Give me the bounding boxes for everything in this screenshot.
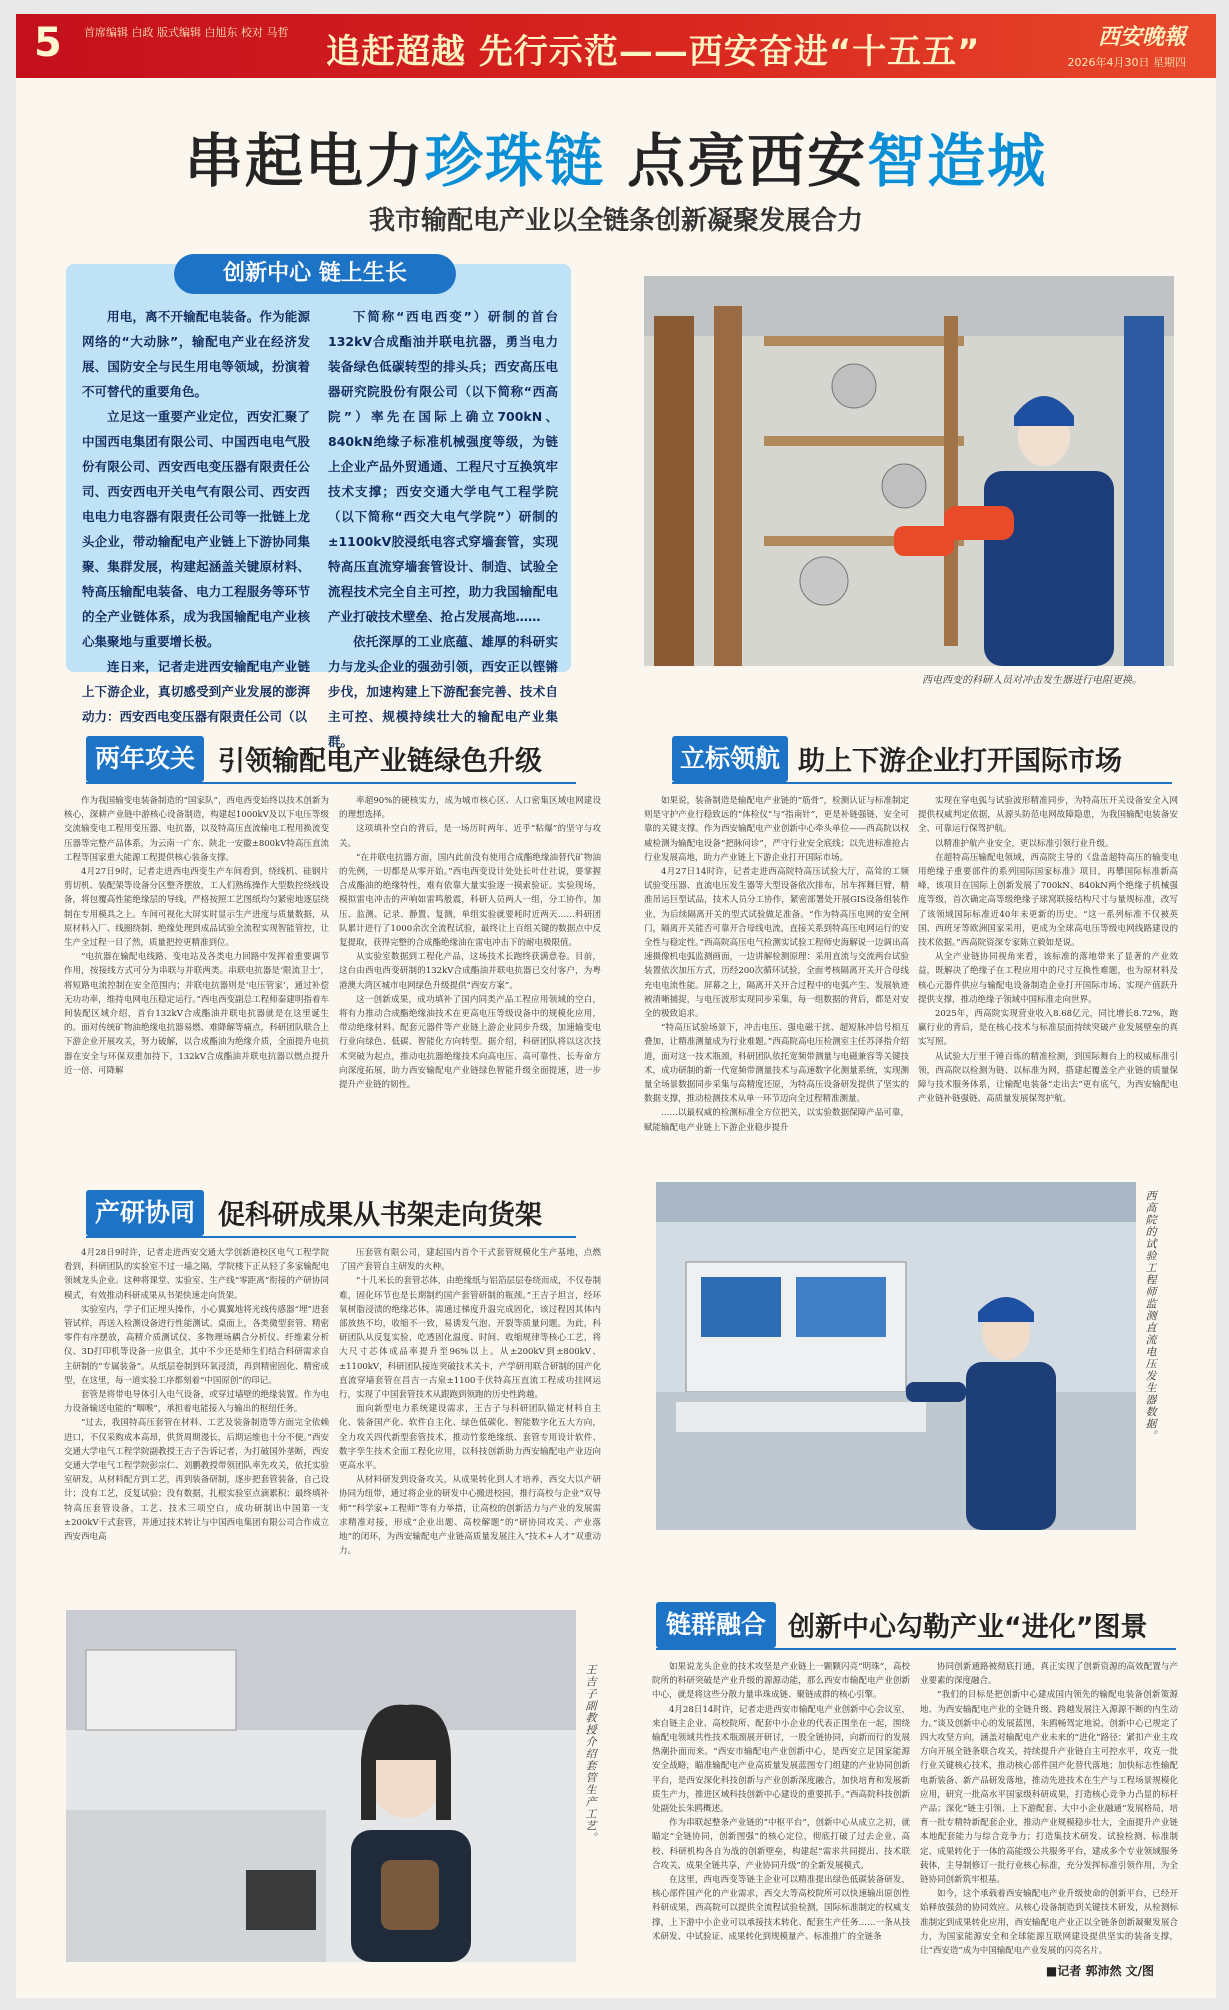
caption-middle-photo: 西高院的试验工程师监测直流电压发生器数据。 xyxy=(1144,1190,1157,1442)
masthead-slogan: 追赶超越 先行示范——西安奋进“十五五” xyxy=(326,32,981,72)
photo-engineer-monitoring-dc-generator xyxy=(656,1182,1136,1530)
section-heading-lianqun xyxy=(656,1602,1176,1648)
section1-column-2 xyxy=(339,794,601,1242)
paragraph: 以精准护航产业安全，更以标准引领行业升级。 xyxy=(935,838,1114,849)
paragraph: “在并联电抗器方面，国内此前没有使用合成酯绝缘油替代矿物油的先例，一切都是从零开始。”西电西变设计处处长叶仕社说，要掌握合成酯油的绝缘特性，难有依靠大量实验逐一摸索验证。实验现场，模拟雷电冲击的声响如雷鸣般震，科研人员两人一组，分工协作，加压、监测、记录、静置、复测，单组实验就要耗时近两天……科研团队累计进行了1000余次全流程试验，最终让上百组关键的数据点中反复提取，获得完整的合成酯绝缘油在雷电冲击下的耐电极限值。 xyxy=(339,852,601,949)
headline-part-2: 珍珠链 xyxy=(424,127,605,195)
caption-top-photo: 西电西变的科研人员对冲击发生器进行电阻更换。 xyxy=(922,675,1142,686)
section2-column-1 xyxy=(644,794,909,1242)
intro-badge: 创新中心 链上生长 xyxy=(174,254,456,294)
section4-column-1 xyxy=(652,1660,910,1956)
section-title: 促科研成果从书架走向货架 xyxy=(218,1200,542,1231)
newspaper-page xyxy=(16,14,1216,1998)
section-tag: 两年攻关 xyxy=(86,736,204,782)
paragraph: “特高压试验场景下，冲击电压、强电磁干扰、超短脉冲信号相互叠加，让精准测量成为行业难题。”西高院高电压检测室主任苏泽指介绍道，面对这一技术瓶颈，科研团队依托宽频带测量与电磁兼容等关键技术，成功研制的新一代宽频带测量技术与高速数字化测量系统，实现测量全场景数据同步采集与高精度还原，为特高压设备研发提供了坚实的数据支撑，推动检测技术从单一环节迈向全过程精准测量。 xyxy=(644,1023,909,1105)
paragraph: 如果说龙头企业的技术攻坚是产业链上一颗颗闪亮“明珠”，高校院所的科研突破是产业升级的源源动能，那么西安市输配电产业创新中心，就是将这些分散力量串珠成链、聚链成群的核心引擎。 xyxy=(652,1662,910,1701)
section-rule xyxy=(86,782,576,784)
section-title: 引领输配电产业链绿色升级 xyxy=(218,746,542,777)
headline-part-4: 智造城 xyxy=(867,127,1048,195)
paragraph: ……以最权威的检测标准全方位把关，以实验数据保障产品可靠，赋能输配电产业链上下游企业稳步提升 xyxy=(644,1108,909,1133)
paragraph: 从实验室数据到工程化产品，这场技术长跑终获满意卷。目前，这台由西电西变研制的132kV合成酯油并联电抗器已交付客户，为粤港澳大湾区城市电网绿色升级提供“西安方案”。 xyxy=(339,952,601,991)
section1-column-1 xyxy=(64,794,329,1242)
paragraph: 实验室内，学子们正埋头操作，小心翼翼地将光线传感器“埋”进套管试样，再送入检测设备进行性能测试。桌面上，各类微型套管、精密零件有序摆放，高精介质测试仪、多物理场耦合分析仪、纤维素分析仪、3D打印机等设备一应俱全，其中不少还是师生们结合科研需求自主研制的“专属装备”。从纸层卷制到环氧浸渍，再到精密固化、精密成型，在这里，每一道实验工序都刻着“中国原创”的印记。 xyxy=(64,1304,329,1386)
paragraph: 4月27日9时，记者走进西电西变生产车间看到，绕线机、硅钢片剪切机、装配架等设备分区整齐摆放，工人们熟练操作大型数控绕线设备，将包覆高性能绝缘层的导线，严格按照工艺图纸均匀紧密地逐层绕制在专用模具之上。车间可视化大屏实时显示生产进度与质量数据，从原材料入厂、线圈绕制、绝缘处理到成品试验全流程实现智能管控，让生产全过程一目了然，质量把控更精准到位。 xyxy=(64,867,329,949)
paragraph: 如今，这个承载着西安输配电产业升级使命的创新平台，已经开始释放强劲的协同效应。从核心设备制造到关键技术研发，从检测标准制定到成果转化应用，西安输配电产业正以全链条创新凝聚发展合力，为国家能源安全和全球能源互联网建设提供坚实的装备支撑，让“西安造”成为中国输配电产业发展的闪亮名片。 xyxy=(920,1889,1178,1956)
paragraph: 压套管有限公司，建起国内首个干式套管规模化生产基地，点燃了国产套管自主研发的火种。 xyxy=(339,1248,601,1273)
paragraph: 4月28日9时许，记者走进西安交通大学创新港校区电气工程学院看到，科研团队的实验室不过一墙之隔，学院楼下正从轻了多家输配电领域龙头企业。这种将课堂、实验室、生产线“零距离”衔接的产研协同模式，有效推动科研成果从书架快速走向货架。 xyxy=(64,1248,329,1301)
paragraph: 从材料研发到设备攻关，从成果转化到人才培养，西交大以产研协同为纽带，通过将企业的研发中心搬进校园，推行高校与企业“双导师”“科学家+工程师”等有力举措，让高校的创新活力与产业的发展需求精准对接，形成“企业出题、高校解题”的“研协同攻关、产业落地”的闭环，为西安输配电产业链高质量发展注入“技术+人才”双重动力。 xyxy=(339,1475,601,1557)
paragraph: 从试验大厅里千锤百炼的精准检测，到国际舞台上的权威标准引领，西高院以检测为链、以标准为网，搭建起覆盖全产业链的质量保障与技术服务体系，让输配电装备“走出去”更有底气，为西安输配电产业链补链强链、高质量发展保驾护航。 xyxy=(918,1051,1178,1105)
section4-column-2 xyxy=(920,1660,1178,1956)
page-headline xyxy=(16,114,1216,198)
paragraph: 实现在穿电弧与试验波形精准同步，为特高压开关设备安全入网提供权威判定依据，从源头防范电网故障隐患，为我国输配电装备安全、可靠运行保驾护航。 xyxy=(918,796,1178,835)
paragraph: 率超90%的硬核实力，成为城市核心区、人口密集区域电网建设的理想选择。 xyxy=(339,796,601,821)
section-tag: 立标领航 xyxy=(672,736,788,782)
headline-part-1: 串起电力 xyxy=(184,127,425,195)
photo-engineer-impulse-generator xyxy=(644,276,1174,666)
headline-part-3: 点亮西安 xyxy=(604,127,868,195)
section-title: 助上下游企业打开国际市场 xyxy=(798,746,1122,777)
section3-column-1 xyxy=(64,1246,329,1586)
paragraph: “电抗器在输配电线路、变电站及各类电力回路中发挥着重要调节作用，按接线方式可分为串联与并联两类。串联电抗器是‘限流卫士’，将短路电流控制在安全范围内；并联电抗器则是‘电压管家’，通过补偿无功功率，维持电网电压稳定运行。”西电西变副总工程师秦建明指着车间装配区域介绍，首台132kV合成酯油并联电抗器就是在这里诞生的。面对传统矿物油绝缘电抗器易燃、难降解等痛点，科研团队联合上下游企业开展攻关，努力破解，以合成酯油为绝缘介质，全面提升电抗器在安全与环保双重加持下，132kV合成酯油并联电抗器以燃点提升近一倍、可降解 xyxy=(64,952,329,1076)
paragraph: 2025年，西高院实现营业收入8.68亿元，同比增长8.72%，跑赢行业的背后，是在核心技术与标准层面持续突破产业发展壁垒的真实写照。 xyxy=(918,1009,1178,1048)
paragraph: 立足这一重要产业定位，西安汇聚了中国西电集团有限公司、中国西电电气股份有限公司、西安西电变压器有限责任公司、西安西电开关电气有限公司、西安西电电力电容器有限责任公司等一批链上龙头企业，带动输配电产业链上下游协同集聚、集群发展，构建起涵盖关键原材料、特高压输配电装备、电力工程服务等环节的全产业链体系，成为我国输配电产业核心集聚地与重要增长极。 xyxy=(82,409,310,649)
masthead-banner xyxy=(16,14,1216,78)
intro-column-2 xyxy=(328,304,558,749)
paragraph: 连日来，记者走进西安输配电产业链上下游企业，真切感受到产业发展的澎湃动力：西安西电变压器有限责任公司（以 xyxy=(82,659,310,724)
paragraph: “十几米长的套管芯体，由绝缘纸与铝箔层层卷绕而成，不仅卷制难，固化环节也是长期制约国产套管研制的瓶颈。”王吉子坦言，经环氧树脂浸渍的绝缘芯体，需通过梯度升温完成固化，该过程因其体内部放热不均，收缩不一致，易诱发气泡、开裂等质量问题。为此，科研团队从反复实验，吃透固化温度、时间、收缩规律等核心工艺，将大尺寸芯体成品率提升至96%以上。从±200kV到±800kV、±1100kV，科研团队接连突破技术关卡，产学研用联合研制的国产化直流穿墙套管在昌吉一古泉±1100千伏特高压直流工程成功挂网运行，实现了中国套管技术从跟跑到领跑的历史性跨越。 xyxy=(339,1276,601,1401)
section2-column-2 xyxy=(918,794,1178,1242)
section-title: 创新中心勾勒产业“进化”图景 xyxy=(788,1612,1148,1643)
paragraph: 从全产业链协同视角来看，该标准的落地带来了显著的产业效益，既解决了绝缘子在工程应用中的尺寸互换性难题，也为原材料及核心元器件供应与输配电设备制造企业打开国际市场、实现产值跃升提供支撑，推动绝缘子领域中国标准走向世界。 xyxy=(918,952,1178,1005)
paragraph: 面向新型电力系统建设需求，王吉子与科研团队锚定材料自主化、装备国产化、软件自主化、绿色低碳化、智能数字化五大方向，全力攻关四代新型套管技术，推动竹浆绝缘纸、套管专用设计软件、数字孪生技术全面工程化应用，以科技创新助力西安输配电产业迈向更高水平。 xyxy=(339,1404,601,1472)
paragraph: 用电，离不开输配电装备。作为能源网络的“大动脉”，输配电产业在经济发展、国防安全与民生用电等领域，扮演着不可替代的重要角色。 xyxy=(82,309,310,399)
paragraph: 如果说，装备制造是输配电产业链的“筋骨”，检测认证与标准制定则是守护产业行稳致远的“体检仪”与“指南针”，更是补链强链、安全可靠的关键支撑。作为西安输配电产业创新中心牵头单位——西高院以权威检测为输配电设备“把脉问诊”，严守行业安全底线；以先进标准抢占行业发展高地，助力产业链上下游企业打开国际市场。 xyxy=(644,796,909,863)
reporter-byline: ■记者 郭沛然 文/图 xyxy=(1045,1964,1154,1978)
paragraph: 在超特高压输配电领域，西高院主导的《盘盖超特高压的输变电用绝缘子重要部件的系列国际国家标准》项目，再攀国际标准新高峰，该项目在国际上创新发展了700kN、840kN两个绝缘子机械强度等级，首次确定高等级绝缘子球窝联接结构尺寸与量规标准，改写了该领域国际标准近40年未更新的历史。“这一系列标准不仅被英国、西班牙等欧洲国家采用，更成为全球高电压等级电网线路建设的技术依据。”西高院资深专家陈立毅如是说。 xyxy=(918,852,1178,949)
paragraph: 协同创新通路被彻底打通，真正实现了创新资源的高效配置与产业要素的深度融合。 xyxy=(920,1662,1178,1687)
caption-bottom-photo: 王吉子副教授介绍套管生产工艺。 xyxy=(584,1664,597,1844)
paragraph: 4月27日14时许，记者走进西高院特高压试验大厅，高耸的工频试验变压器、直流电压发生器等大型设备依次排布，吊车挥舞巨臂，精准吊运巨型试品，技术人员分工协作，紧密部署处开展GIS设备组装作业，为后续隔离开关的型式试验做足准备。“作为特高压电网的安全闸门，隔离开关能否可靠开合母线电流，直接关系到特高压电网运行的安全性与稳定性。”西高院高压电气检测实试验工程师史海解说一边调出高速摄像机电弧监测画面，一边讲解检测原理：采用直流与交流两台试验装置依次加压方式，历经200次循环试验，全面考核隔离开关开合母线充电电流性能。屏幕之上，隔离开关开合过程中的电弧产生、发展轨迹被清晰捕捉，与电压波形实现同步采集，每一组数据的背后，都是对安全的极致追求。 xyxy=(644,867,909,1020)
paragraph: 4月28日14时许，记者走进西安市输配电产业创新中心会议室，来自链主企业、高校院所、配套中小企业的代表正围坐在一起，围绕输配电领域共性技术瓶颈展开研讨，一股全链协同，向新而行的发展热潮扑面而来。“西安市输配电产业创新中心，是西安立足国家能源安全战略，瞄准输配电产业高质量发展蓝图专门组建的产业协同创新平台，是西安深化科技创新与产业创新深度融合，加快培育和发展新质生产力，推进区域科技创新中心建设的重要抓手。”西高院科技创新处副处长朱鸥概述。 xyxy=(652,1704,910,1815)
section3-column-2 xyxy=(339,1246,601,1586)
paragraph: “过去，我国特高压套管在材料、工艺及装备制造等方面完全依赖进口，不仅采购成本高昂，供货周期漫长，后期运维也十分不便。”西安交通大学电气工程学院副教授王吉子告诉记者，为打破国外垄断，西安交通大学电气工程学院彭宗仁、刘鹏教授带领团队率先攻关，依托实验室研发，从材料配方到工艺，再到装备研制，逐步把套管装备，自己设计；没有工艺，反复试验；没有数据，扎根实验室点滴累积；最终填补特高压套管设备，工艺、技术三项空白，成功研制出中国第一支±200kV干式套管，并通过技术转让与中国西电集团有限公司合作成立西安西电高 xyxy=(64,1418,329,1543)
section-rule xyxy=(656,1648,1176,1650)
section-rule xyxy=(672,782,1172,784)
paragraph: “我们的目标是把创新中心建成国内领先的输配电装备创新策源地、为西安输配电产业的全链升级、跨越发展注入源源不断的内生动力。”谈及创新中心的发展蓝图，朱鸥畅驾定地说，创新中心已规定了四大攻坚方向，涵盖对输配电产业未来的“进化”路径：紧扣产业主攻方向开展全链条联合攻关，持续提升产业链自主可控水平，攻克一批行业关键核心技术，推动核心部件国产化替代落地；加快标志性输配电新装备、新产品研发落地，推动先进技术在生产与工程场景规模化应用，研究一批高水平国家级科研成果，打造核心竞争力凸显的标杆产品；深化“链主引领、上下游配套、大中小企业融通”发展格局，培育一批专精特新配套企业，推动产业规模稳步壮大，全面提升产业链本地配套能力与综合竞争力；打造集技术研发、试验检测、标准制定、成果转化于一体的高能级公共服务平台，建成多个专业领域服务载体，主导制修订一批行业核心标准，充分发挥标准引领作用，为全链协同创新筑牢根基。 xyxy=(920,1690,1178,1886)
issue-date: 2026年4月30日 星期四 xyxy=(1067,56,1186,69)
section-tag: 链群融合 xyxy=(656,1602,776,1648)
paragraph: 套管是将带电导体引入电气设备，或穿过墙壁的绝缘装置。作为电力设备输送电能的“咽喉”，承担着电能接入与输出的枢纽任务。 xyxy=(64,1390,329,1415)
paragraph: 这一创新成果，成功填补了国内同类产品工程应用领域的空白，将有力推动合成酯绝缘油技术在更高电压等级设备中的规模化应用，带动绝缘材料、配套元器件等产业链上游企业同步升级，加速输变电行业向绿色、低碳、智能化方向转型。据介绍，科研团队将以这次技术突破为起点，推动电抗器绝缘技术向高电压、高可靠性、长寿命方向深度拓展，助力西安输配电产业链绿色智能升级全面提速，进一步提升产业链的韧性。 xyxy=(339,994,601,1091)
section-heading-chanyan xyxy=(86,1190,576,1236)
paragraph: 作为串联起整条产业链的“中枢平台”，创新中心从成立之初，就瞄定“全链协同，创新图强”的核心定位，彻底打破了过去企业、高校、科研机构各自为战的创新壁垒，构建起“需求共同提出、技术联合攻关、成果全链共享，产业协同升级”的全新发展模式。 xyxy=(652,1818,910,1871)
section-rule xyxy=(86,1236,576,1238)
section-heading-libiao xyxy=(672,736,1172,782)
intro-column-1 xyxy=(82,304,310,724)
paragraph: 这项填补空白的背后，是一场历时两年、近乎“粘爆”的坚守与攻关。 xyxy=(339,824,601,849)
paragraph: 作为我国输变电装备制造的“国家队”，西电西变始终以技术创新为核心，深耕产业链中游核心设备制造，构建起1000kV及以下电压等级交流输变电工程用变压器、电抗器，以及特高压直流输电工程用换流变压器等完整产品体系，为云南一广东、陕北一安徽±800kV特高压直流工程等国家重大能源工程提供核心装备支撑。 xyxy=(64,796,329,863)
section-heading-liangnian xyxy=(86,736,576,782)
editor-credits: 首席编辑 白政 版式编辑 白旭东 校对 马哲 xyxy=(84,26,289,39)
page-number: 5 xyxy=(34,20,62,66)
paragraph: 下简称“西电西变”）研制的首台132kV合成酯油并联电抗器，勇当电力装备绿色低碳转型的排头兵；西安高压电器研究院股份有限公司（以下简称“西高院”）率先在国际上确立700kN、840kN绝缘子标准机械强度等级，为链上企业产品外贸通通、工程尺寸互换筑牢技术支撑；西安交通大学电气工程学院（以下简称“西交大电气学院”）研制的±1100kV胶浸纸电容式穿墙套管，实现特高压直流穿墙套管设计、制造、试验全流程技术完全自主可控，助力我国输配电产业打破技术壁垒、抢占发展高地…… xyxy=(328,309,558,624)
photo-associate-professor-bushing xyxy=(66,1610,576,1962)
section-tag: 产研协同 xyxy=(86,1190,204,1236)
page-subheadline: 我市输配电产业以全链条创新凝聚发展合力 xyxy=(368,206,863,236)
paragraph: 依托深厚的工业底蕴、雄厚的科研实力与龙头企业的强劲引领，西安正以铿锵步伐，加速构建上下游配套完善、技术自主可控、规模持续壮大的输配电产业集群。 xyxy=(328,634,558,749)
paragraph: 在这里，西电西变等链主企业可以精准提出绿色低碳装备研发，核心部件国产化的产业需求，西交大等高校院所可以快速输出原创性科研成果，西高院可以提供全流程试验检测，国际标准制定的权威支撑，上下游中小企业可以承接技术转化、配套生产任务……一条从技术研发、中试验证、成果转化到规模量产、标准推广的全链条 xyxy=(652,1875,910,1942)
newspaper-logo: 西安晚報 xyxy=(1097,24,1186,50)
